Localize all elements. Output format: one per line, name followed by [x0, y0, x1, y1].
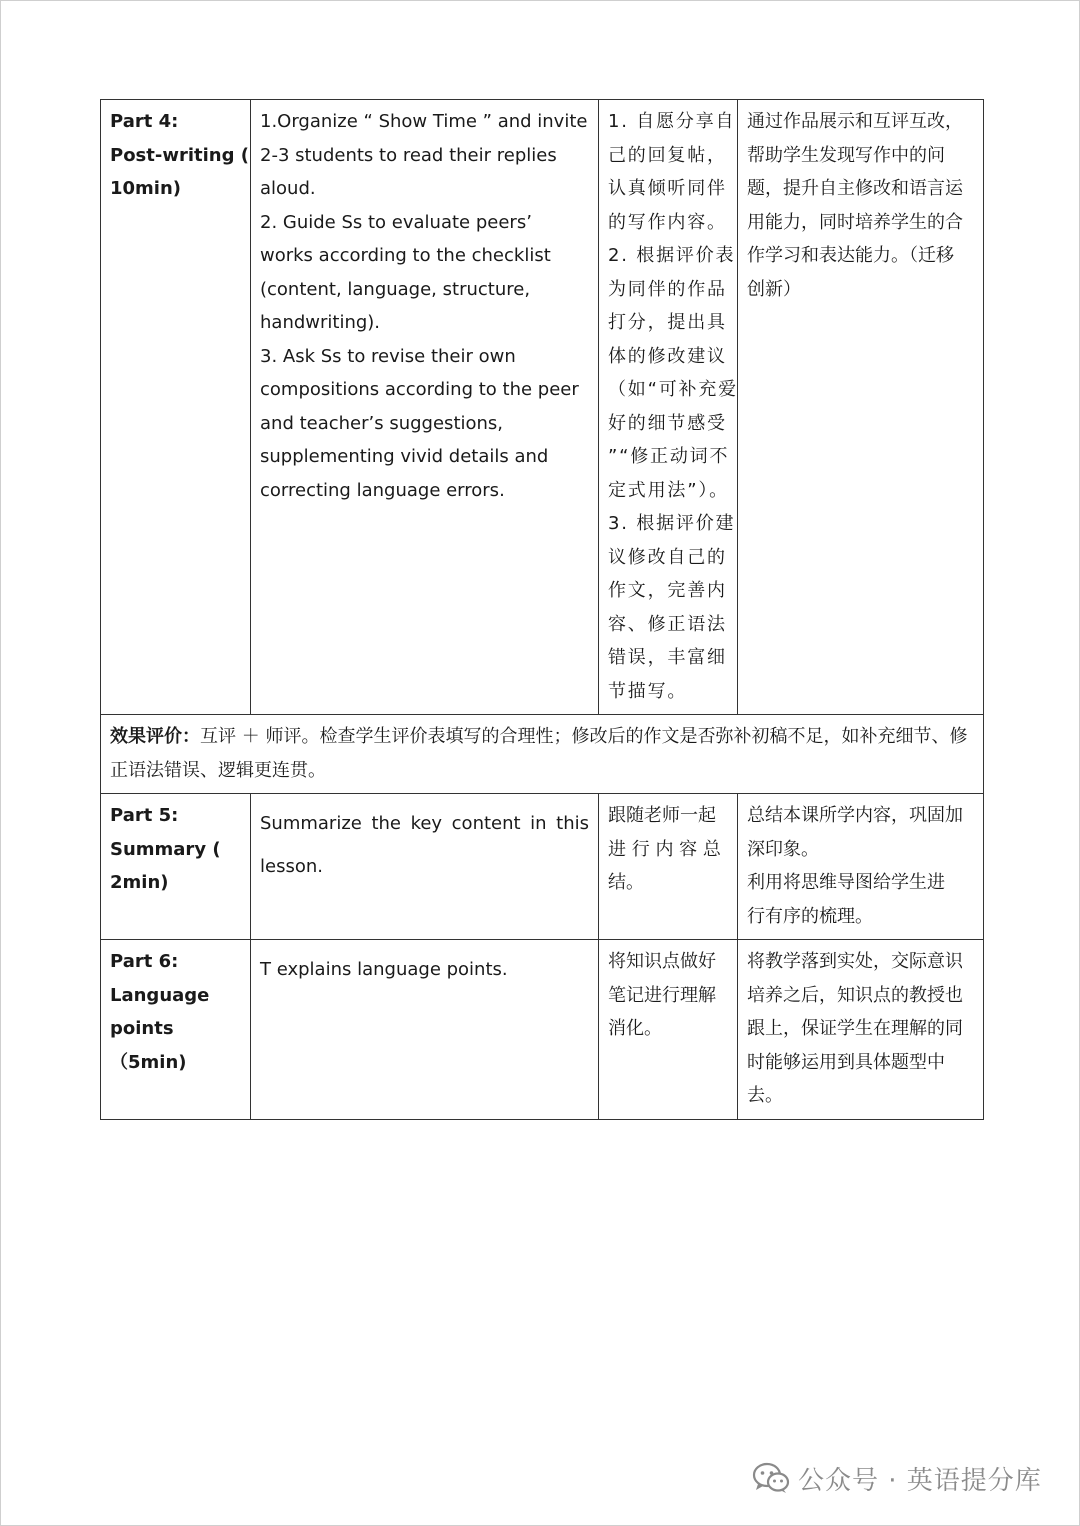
text-line: supplementing vivid details and [260, 446, 549, 467]
text-line: 作学习和表达能力。（迁移 [747, 245, 954, 266]
text-line: 结。 [608, 872, 644, 893]
evaluation-text: 互评 ＋ 师评。检查学生评价表填写的合理性；修改后的作文是否弥补初稿不足，如补充细节、修正语法错误、逻辑更连贯。 [110, 726, 968, 781]
stage-line: 2min) [110, 872, 169, 893]
text-line: 容、修正语法 [608, 613, 727, 635]
text-line: 作文，完善内 [608, 580, 727, 601]
text-line: 将教学落到实处，交际意识 [747, 951, 963, 972]
text-line: 消化。 [608, 1018, 662, 1039]
text-line: 培养之后，知识点的教授也 [747, 984, 963, 1006]
text-line: 3. 根据评价建 [608, 513, 736, 534]
text-line: ”“修正动词不 [608, 446, 730, 467]
purpose-cell [738, 100, 984, 715]
table-row [101, 940, 984, 1120]
text-line: 2. 根据评价表 [608, 245, 736, 266]
text-line: 2. Guide Ss to evaluate peers’ [260, 211, 532, 233]
text-line: 己的回复帖， [608, 144, 727, 166]
evaluation-label: 效果评价： [110, 726, 200, 747]
text-line: 2-3 students to read their replies [260, 144, 557, 166]
teacher-text: Summarize the key content in this lesson. [260, 813, 589, 877]
stage-cell [101, 794, 251, 940]
evaluation-cell [101, 715, 984, 794]
stage-cell [101, 940, 251, 1120]
text-line: 1. 自愿分享自 [608, 111, 736, 132]
table-row [101, 715, 984, 794]
text-line: (content, language, structure, [260, 278, 531, 300]
table-row [101, 100, 984, 715]
text-line: handwriting). [260, 312, 381, 333]
student-activity-cell [599, 940, 738, 1120]
text-line: 将知识点做好 [608, 951, 716, 972]
stage-line: points [110, 1018, 174, 1039]
stage-line: （5min) [110, 1051, 187, 1073]
text-line: 进 行 内 容 总 [608, 838, 721, 860]
stage-line: Post-writing ( [110, 144, 249, 166]
text-line: 认真倾听同伴 [608, 178, 727, 199]
text-line: 跟上，保证学生在理解的同 [747, 1018, 963, 1039]
text-line: 议修改自己的 [608, 546, 727, 568]
text-line: 跟随老师一起 [608, 805, 716, 826]
purpose-cell [738, 794, 984, 940]
teacher-activity-cell [251, 100, 599, 715]
stage-line: Part 4: [110, 111, 179, 132]
stage-line: Part 6: [110, 951, 179, 972]
text-line: 为同伴的作品 [608, 278, 727, 300]
text-line: aloud. [260, 178, 316, 199]
wechat-icon [752, 1462, 790, 1494]
text-line: 的写作内容。 [608, 211, 727, 233]
text-line: 笔记进行理解 [608, 984, 716, 1006]
teacher-text: T explains language points. [260, 959, 508, 980]
watermark-text: 公众号 · 英语提分库 [798, 1465, 1042, 1496]
text-line: 通过作品展示和互评互改， [747, 111, 963, 132]
text-line: （如“可补充爱 [608, 379, 738, 400]
text-line: correcting language errors. [260, 479, 505, 501]
watermark [752, 1458, 1042, 1498]
text-line: 好的细节感受 [608, 412, 727, 434]
student-activity-cell [599, 100, 738, 715]
stage-line: Part 5: [110, 805, 179, 826]
text-line: 帮助学生发现写作中的问 [747, 144, 945, 166]
table-row [101, 794, 984, 940]
stage-line: 10min) [110, 178, 182, 199]
text-line: 定式用法”）。 [608, 479, 729, 501]
text-line: 打分，提出具 [608, 312, 727, 333]
text-line: 3. Ask Ss to revise their own [260, 345, 516, 367]
text-line: 1.Organize “ Show Time ” and invite [260, 111, 588, 132]
text-line: 深印象。 [747, 838, 819, 860]
text-line: 节描写。 [608, 680, 688, 702]
text-line: 利用将思维导图给学生进 [747, 872, 945, 893]
text-line: works according to the checklist [260, 245, 551, 266]
text-line: 题，提升自主修改和语言运 [747, 178, 963, 199]
stage-line: Summary ( [110, 838, 221, 860]
text-line: and teacher’s suggestions, [260, 412, 504, 434]
text-line: 体的修改建议 [608, 345, 727, 367]
stage-line: Language [110, 984, 210, 1006]
lesson-plan-table [100, 99, 984, 1120]
text-line: 总结本课所学内容，巩固加 [747, 805, 963, 826]
text-line: 去。 [747, 1085, 783, 1106]
teacher-activity-cell [251, 940, 599, 1120]
text-line: compositions according to the peer [260, 379, 579, 400]
teacher-activity-cell [251, 794, 599, 940]
text-line: 错误，丰富细 [608, 647, 727, 668]
stage-cell [101, 100, 251, 715]
text-line: 行有序的梳理。 [747, 905, 873, 927]
text-line: 创新） [747, 278, 801, 300]
purpose-cell [738, 940, 984, 1120]
student-activity-cell [599, 794, 738, 940]
text-line: 用能力，同时培养学生的合 [747, 211, 963, 233]
text-line: 时能够运用到具体题型中 [747, 1051, 945, 1073]
